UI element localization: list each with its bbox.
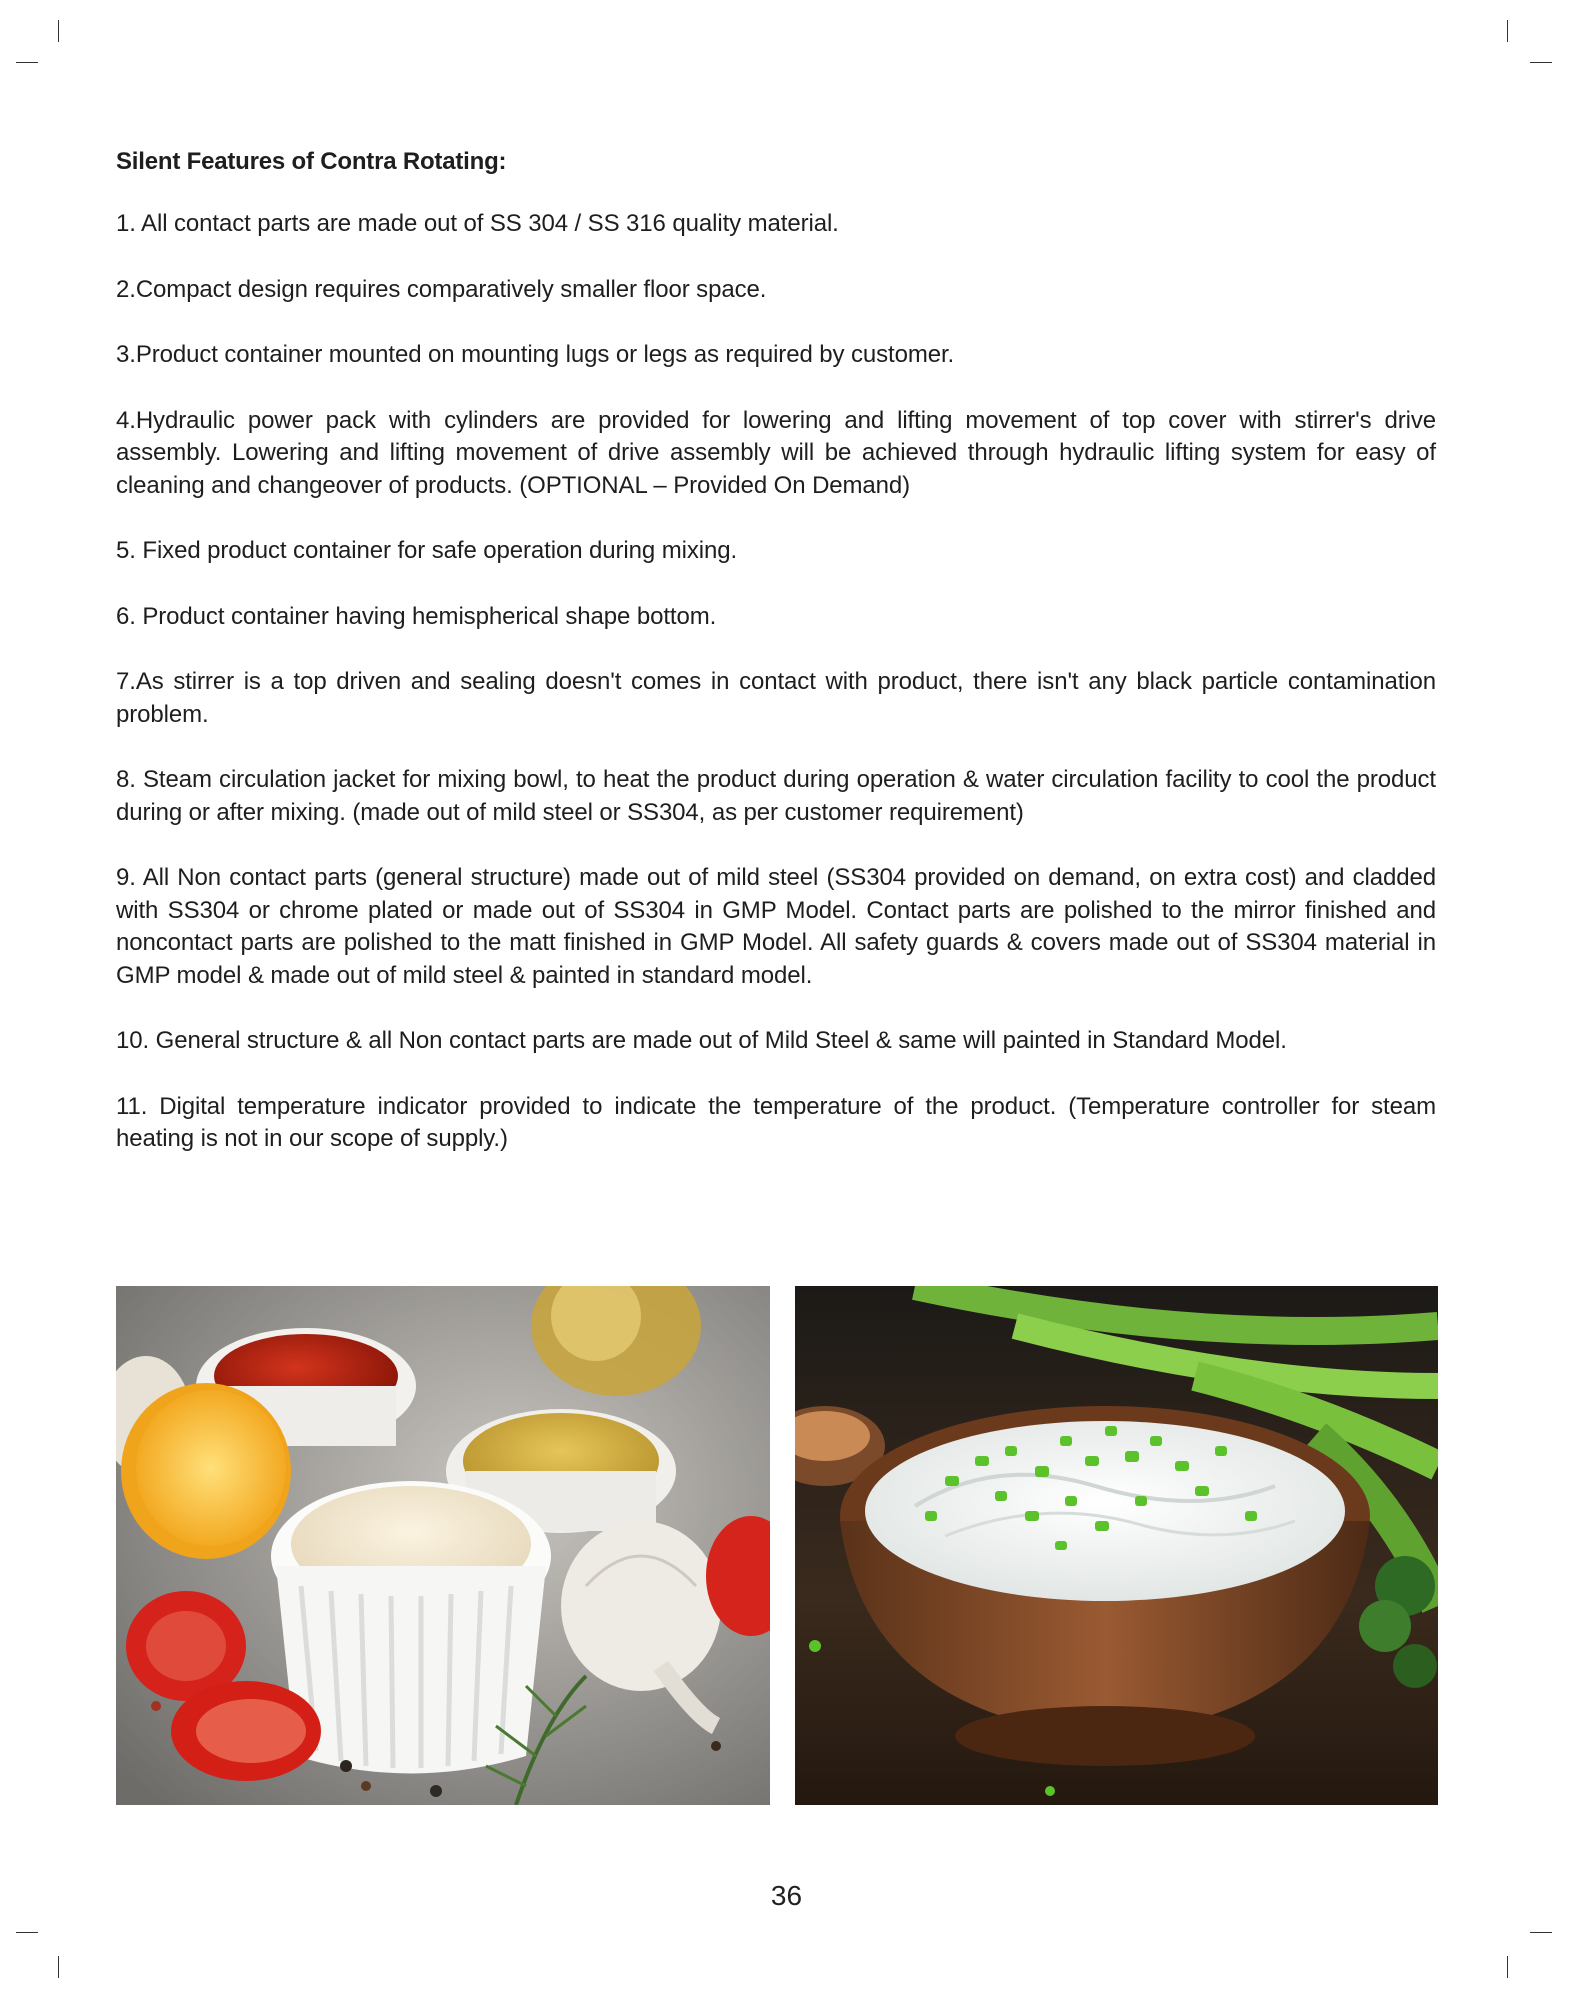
feature-item-2: 2.Compact design requires comparatively smaller floor space.	[116, 275, 767, 303]
feature-item-3: 3.Product container mounted on mounting lugs or legs as required by customer.	[116, 341, 955, 368]
features-section	[116, 148, 1436, 1189]
crop-mark	[1530, 1932, 1552, 1933]
crop-mark	[16, 1932, 38, 1933]
feature-item-6: 6. Product container having hemispherical shape bottom.	[116, 602, 717, 630]
feature-item-10: 10. General structure & all Non contact parts are made out of Mild Steel & same will painted in Standard Model.	[116, 1027, 1287, 1054]
feature-item-1: 1. All contact parts are made out of SS 304 / SS 316 quality material.	[116, 210, 839, 237]
crop-mark	[16, 62, 38, 63]
sour-cream-photo	[795, 1286, 1438, 1805]
feature-item-9: 9. All Non contact parts (general structure) made out of mild steel (SS304 provided on demand, on extra cost) and cladded with SS304 or chrome plated or made out of SS304 in GMP Model. Contact parts are polished to the mirror finished and noncontact parts are polished to the matt finished in GMP Model. All safety guards & covers made out of SS304 material in GMP model & made out of mild steel & painted in standard model.	[116, 864, 1436, 989]
crop-mark	[1507, 20, 1508, 42]
feature-item-11: 11. Digital temperature indicator provided to indicate the temperature of the product. (Temperature controller for steam heating is not in our scope of supply.)	[116, 1092, 1436, 1152]
feature-item-5: 5. Fixed product container for safe operation during mixing.	[116, 537, 738, 564]
feature-item-4: 4.Hydraulic power pack with cylinders are provided for lowering and lifting movement of top cover with stirrer's drive assembly. Lowering and lifting movement of drive assembly will be achieved through hydraulic lifting system for easy of cleaning and changeover of products. (OPTIONAL – Provided On Demand)	[116, 406, 1436, 499]
crop-mark	[58, 1956, 59, 1978]
sauces-photo	[116, 1286, 770, 1805]
crop-mark	[1507, 1956, 1508, 1978]
section-heading: Silent Features of Contra Rotating:	[116, 148, 507, 175]
crop-mark	[1530, 62, 1552, 63]
feature-item-8: 8. Steam circulation jacket for mixing bowl, to heat the product during operation & water circulation facility to cool the product during or after mixing. (made out of mild steel or SS304, as per customer requirement)	[116, 766, 1436, 826]
crop-mark	[58, 20, 59, 42]
feature-item-7: 7.As stirrer is a top driven and sealing doesn't comes in contact with product, there isn't any black particle contamination problem.	[116, 668, 1436, 728]
page-number: 36	[770, 1880, 803, 1911]
